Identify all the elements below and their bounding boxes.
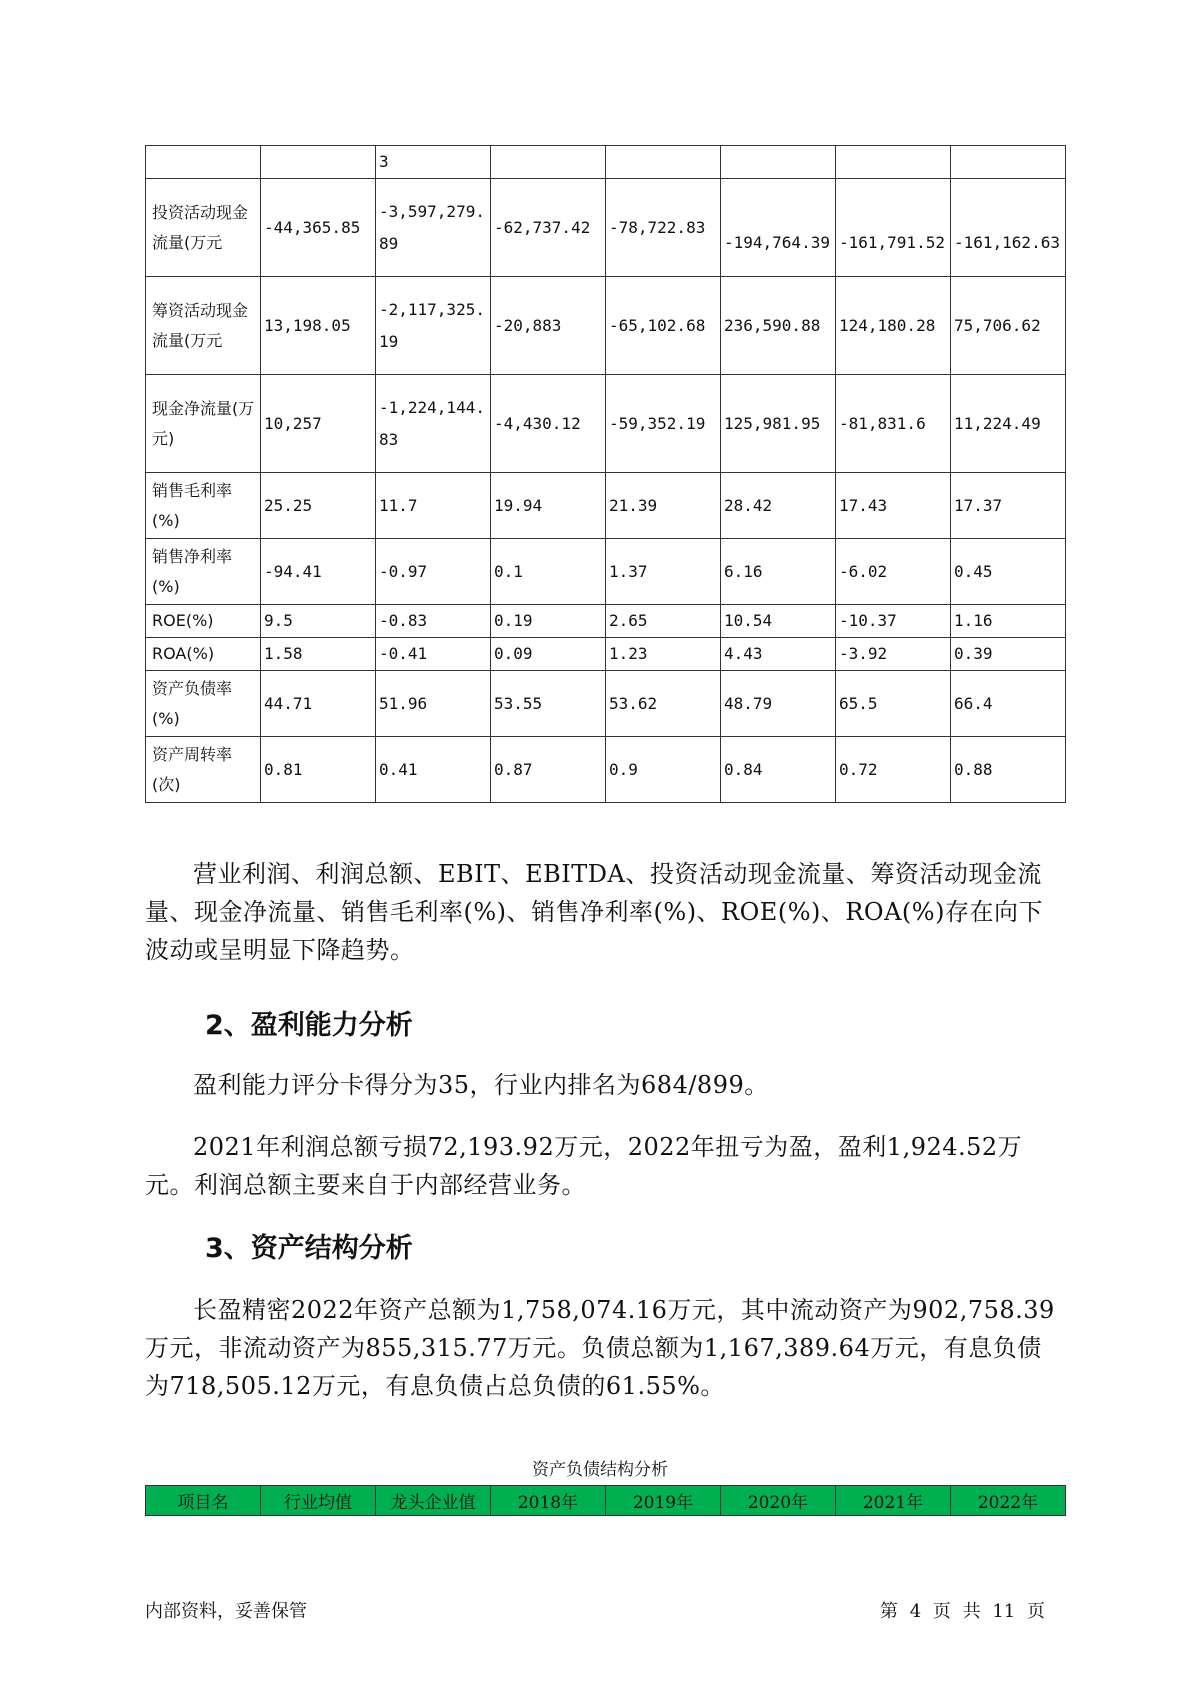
table-cell: 0.19: [491, 605, 606, 638]
table-cell: 0.9: [606, 737, 721, 803]
row-label: 资产负债率(%): [146, 671, 261, 737]
table-cell: 28.42: [721, 473, 836, 539]
row-label: 筹资活动现金流量(万元: [146, 277, 261, 375]
table-header-row: [146, 1486, 1066, 1516]
trend-paragraph: 营业利润、利润总额、EBIT、EBITDA、投资活动现金流量、筹资活动现金流量、现金净流量、销售毛利率(%)、销售净利率(%)、ROE(%)、ROA(%)存在向下波动或呈明显下降趋势。: [145, 860, 1043, 964]
section-heading-asset-structure: 3、资产结构分析: [205, 1233, 413, 1264]
table-cell: 1.37: [606, 539, 721, 605]
table-cell: -10.37: [836, 605, 951, 638]
table-cell: 236,590.88: [721, 277, 836, 375]
table-cell: 25.25: [261, 473, 376, 539]
table-row: [146, 277, 1066, 375]
profit-total-paragraph: 2021年利润总额亏损72,193.92万元，2022年扭亏为盈，盈利1,924.52万元。利润总额主要来自于内部经营业务。: [145, 1133, 1023, 1199]
column-header: 2020年: [721, 1486, 836, 1516]
table-cell: 4.43: [721, 638, 836, 671]
column-header: 2022年: [951, 1486, 1066, 1516]
table-cell: 10,257: [261, 375, 376, 473]
asset-structure-paragraph: 长盈精密2022年资产总额为1,758,074.16万元，其中流动资产为902,758.39万元，非流动资产为855,315.77万元。负债总额为1,167,389.64万元，有息负债为718,505.12万元，有息负债占总负债的61.55%。: [145, 1296, 1055, 1400]
table-row: [146, 671, 1066, 737]
row-label: [146, 146, 261, 179]
table-cell: -1,224,144.83: [376, 375, 491, 473]
table-cell: -3,597,279.89: [376, 179, 491, 277]
column-header: 龙头企业值: [376, 1486, 491, 1516]
table-cell: 6.16: [721, 539, 836, 605]
table-cell: 0.45: [951, 539, 1066, 605]
table-cell: -6.02: [836, 539, 951, 605]
table-cell: -81,831.6: [836, 375, 951, 473]
column-header: 2021年: [836, 1486, 951, 1516]
asset-liability-structure-table: [145, 1485, 1066, 1516]
table-cell: -78,722.83: [606, 179, 721, 277]
table-caption: 资产负债结构分析: [532, 1460, 668, 1480]
table-cell: 0.88: [951, 737, 1066, 803]
column-header: 行业均值: [261, 1486, 376, 1516]
column-header: 2018年: [491, 1486, 606, 1516]
table-cell: -0.83: [376, 605, 491, 638]
footer-page-number: 第 4 页 共 11 页: [880, 1601, 1045, 1622]
row-label: 销售净利率(%): [146, 539, 261, 605]
table-cell: [606, 146, 721, 179]
table-cell: 66.4: [951, 671, 1066, 737]
table-row: [146, 473, 1066, 539]
table-cell: 11,224.49: [951, 375, 1066, 473]
table-cell: 0.1: [491, 539, 606, 605]
row-label: ROA(%): [146, 638, 261, 671]
table-cell: [836, 146, 951, 179]
table-cell: 1.16: [951, 605, 1066, 638]
table-row: [146, 179, 1066, 277]
table-cell: 51.96: [376, 671, 491, 737]
table-cell: -161,791.52: [836, 179, 951, 277]
table-cell: -3.92: [836, 638, 951, 671]
table-cell: -194,764.39: [721, 179, 836, 277]
table-cell: 21.39: [606, 473, 721, 539]
table-cell: 0.09: [491, 638, 606, 671]
row-label: 销售毛利率(%): [146, 473, 261, 539]
table-cell: 11.7: [376, 473, 491, 539]
table-cell: -59,352.19: [606, 375, 721, 473]
table-cell: -65,102.68: [606, 277, 721, 375]
row-label: ROE(%): [146, 605, 261, 638]
table-cell: -0.97: [376, 539, 491, 605]
table-cell: 0.41: [376, 737, 491, 803]
table-cell: 53.55: [491, 671, 606, 737]
table-row: [146, 146, 1066, 179]
row-label: 现金净流量(万元): [146, 375, 261, 473]
table-cell: 2.65: [606, 605, 721, 638]
table-cell: -62,737.42: [491, 179, 606, 277]
table-row: [146, 375, 1066, 473]
table-cell: -44,365.85: [261, 179, 376, 277]
table-cell: 48.79: [721, 671, 836, 737]
table-cell: 53.62: [606, 671, 721, 737]
table-cell: -4,430.12: [491, 375, 606, 473]
table-cell: 1.58: [261, 638, 376, 671]
table-cell: 0.84: [721, 737, 836, 803]
table-cell: 65.5: [836, 671, 951, 737]
column-header: 2019年: [606, 1486, 721, 1516]
table-cell: 19.94: [491, 473, 606, 539]
table-row: [146, 539, 1066, 605]
section-heading-profitability: 2、盈利能力分析: [205, 1010, 413, 1041]
table-row: [146, 737, 1066, 803]
financial-indicators-table: [145, 145, 1066, 803]
table-cell: [261, 146, 376, 179]
table-cell: 75,706.62: [951, 277, 1066, 375]
table-cell: 124,180.28: [836, 277, 951, 375]
table-cell: [491, 146, 606, 179]
profitability-score-paragraph: 盈利能力评分卡得分为35，行业内排名为684/899。: [193, 1071, 769, 1099]
footer-confidential-note: 内部资料，妥善保管: [145, 1601, 307, 1622]
table-cell: -94.41: [261, 539, 376, 605]
table-row: [146, 605, 1066, 638]
table-cell: -20,883: [491, 277, 606, 375]
table-cell: 3: [376, 146, 491, 179]
table-cell: -2,117,325.19: [376, 277, 491, 375]
table-cell: 13,198.05: [261, 277, 376, 375]
table-cell: 0.87: [491, 737, 606, 803]
table-cell: -161,162.63: [951, 179, 1066, 277]
table-row: [146, 638, 1066, 671]
column-header: 项目名: [146, 1486, 261, 1516]
table-cell: 44.71: [261, 671, 376, 737]
table-cell: 0.81: [261, 737, 376, 803]
table-cell: 17.37: [951, 473, 1066, 539]
table-cell: 0.72: [836, 737, 951, 803]
table-cell: [721, 146, 836, 179]
row-label: 投资活动现金流量(万元: [146, 179, 261, 277]
table-cell: -0.41: [376, 638, 491, 671]
table-cell: 1.23: [606, 638, 721, 671]
table-cell: [951, 146, 1066, 179]
table-cell: 10.54: [721, 605, 836, 638]
table-cell: 17.43: [836, 473, 951, 539]
table-cell: 125,981.95: [721, 375, 836, 473]
table-cell: 9.5: [261, 605, 376, 638]
table-cell: 0.39: [951, 638, 1066, 671]
row-label: 资产周转率(次): [146, 737, 261, 803]
